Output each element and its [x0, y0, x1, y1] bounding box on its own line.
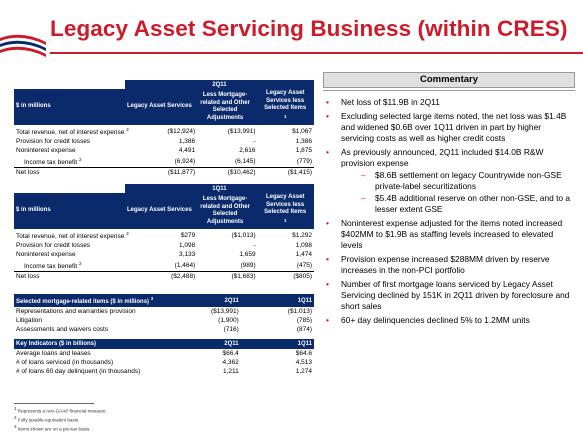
bullet-text: 60+ day delinquencies declined 5% to 1.2MM units [341, 315, 530, 325]
commentary-bullets [323, 97, 575, 326]
table-cell: ($12,924) [167, 127, 196, 135]
commentary-title: Commentary [323, 72, 575, 88]
bullet-icon: • [326, 315, 329, 325]
table-cell: (1,900) [218, 317, 239, 324]
selected-items-table [14, 294, 314, 334]
footnote-text: Fully taxable-equivalent basis. [16, 417, 80, 423]
sub-bullet [341, 193, 575, 215]
commentary-bullet [323, 147, 575, 215]
column-header: Legacy Asset Services less Selected Items $^1$ [256, 89, 314, 125]
page-title: Legacy Asset Servicing Business (within CRES) [50, 16, 568, 41]
table-cell: - [253, 242, 256, 250]
table-band: 1Q11 [125, 184, 314, 193]
column-header: Selected mortgage-related items ($ in millions) $^3$ [14, 294, 168, 307]
table-row [14, 325, 314, 334]
footnote-ref: 2 [78, 261, 82, 267]
table-row [14, 367, 314, 376]
bullet-icon: • [326, 97, 329, 107]
column-header: $ in millions [14, 193, 125, 229]
bullet-icon: • [326, 279, 329, 289]
table-cell: - [253, 138, 256, 146]
row-label: Assessments and waivers costs [16, 326, 109, 333]
table-cell: (6,145) [197, 155, 257, 168]
row-label: Litigation [16, 317, 43, 324]
row-label: # of loans serviced (in thousands) [16, 359, 114, 366]
column-header: 1Q11 [241, 294, 314, 307]
table-cell: ($1,013) [287, 308, 312, 315]
bullet-text: Noninterest expense adjusted for the items noted increased $402MM to $1.9B as staffing levels increased to elevated levels [341, 218, 563, 250]
footnote [14, 415, 107, 424]
column-header: 2Q11 [168, 294, 241, 307]
table-2q11 [14, 80, 314, 177]
table-cell: (785) [296, 317, 312, 324]
table-cell: 1,274 [295, 368, 312, 375]
bullet-text: Excluding selected large items noted, the net loss was $1.4B and widened $0.6B over 1Q11 driven in part by higher servicing costs as well as higher credit costs [341, 111, 567, 143]
footnote-ref: 2 [78, 157, 82, 163]
table-row [14, 125, 314, 137]
table-cell: ($10,462) [227, 169, 256, 177]
row-label: Total revenue, net of interest expense $^2$ [16, 127, 129, 137]
bullet-text: Number of first mortgage loans serviced by Legacy Asset Servicing declined by 151K in 2Q11 driven by foreclosure and short sales [341, 279, 570, 311]
row-label: Total revenue, net of interest expense $^2$ [16, 231, 129, 241]
table-row [14, 307, 314, 316]
column-header: Key Indicators ($ in billions) [14, 339, 167, 349]
footnote-number: 1 [14, 406, 17, 411]
commentary-bullet [323, 254, 575, 276]
table-cell: ($2,488) [171, 273, 196, 281]
sub-bullet-text: $5.4B additional reserve on other non-GSE, and to a lesser extent GSE [375, 193, 571, 214]
table-cell: (6,924) [142, 155, 197, 168]
row-label: Income tax benefit $^2$ [14, 155, 142, 168]
table-row [14, 259, 314, 272]
table-cell: 1,098 [295, 242, 312, 250]
footnotes [14, 406, 107, 433]
table-cell: 4,513 [295, 359, 312, 366]
table-row [14, 137, 314, 146]
column-header: Legacy Asset Services less Selected Items $^1$ [256, 193, 314, 229]
dash-icon: – [361, 170, 366, 180]
table-cell: ($11,877) [167, 169, 196, 177]
commentary-bullet [323, 315, 575, 326]
table-cell: $1,067 [292, 127, 312, 135]
table-cell: 1,098 [179, 242, 196, 250]
row-label: Net loss [16, 273, 40, 281]
table-cell: 3,133 [179, 251, 196, 259]
commentary-panel [323, 72, 575, 329]
column-header: Legacy Asset Services [125, 193, 194, 229]
bullet-icon: • [326, 218, 329, 228]
table-1q11 [14, 184, 314, 281]
footnote [14, 406, 107, 415]
row-label: # of loans 60 day delinquent (in thousands) [16, 368, 141, 375]
table-cell: $1,292 [292, 231, 312, 239]
commentary-bullet [323, 279, 575, 312]
bank-flag-logo [0, 28, 46, 58]
table-cell: (874) [296, 326, 312, 333]
row-label: Provision for credit losses [16, 242, 91, 250]
table-cell: (779) [258, 155, 314, 168]
table-cell: 1,386 [178, 138, 196, 146]
table-cell: ($1,683) [231, 273, 256, 281]
table-cell: 1,875 [295, 147, 312, 155]
column-header: $ in millions [14, 89, 125, 125]
bullet-text: Provision expense increased $288MM driven by reserve increases in the non-PCI portfolio [341, 254, 550, 275]
footnote [14, 424, 107, 433]
key-indicators-table [14, 339, 314, 376]
bullet-text: As previously announced, 2Q11 included $14.0B R&W provision expense [341, 147, 544, 168]
dash-icon: – [361, 193, 366, 203]
table-cell: ($13,991) [227, 127, 256, 135]
table-cell: 4,362 [222, 359, 239, 366]
table-cell: 2,616 [239, 147, 256, 155]
row-label: Income tax benefit $^2$ [14, 259, 142, 272]
footnote-text: Items shown are on a pre-tax basis. . [16, 426, 94, 432]
table-row [14, 349, 314, 358]
column-header: 2Q11 [167, 339, 240, 349]
footnote-number: 2 [14, 415, 17, 421]
table-band: 2Q11 [125, 80, 314, 89]
row-label: Noninterest expense [16, 147, 76, 155]
table-cell: (716) [223, 326, 239, 333]
column-header: Less Mortgage-related and Other Selected Adjustments [194, 193, 257, 229]
bullet-icon: • [326, 254, 329, 264]
row-label: Average loans and leases [16, 350, 91, 357]
commentary-divider [323, 90, 575, 91]
bullet-text: Net loss of $11.9B in 2Q11 [341, 97, 440, 107]
table-row [14, 155, 314, 168]
row-label: Net loss [16, 169, 40, 177]
table-cell: $64.6 [295, 350, 312, 357]
table-row [14, 229, 314, 241]
table-cell: 1,386 [295, 138, 312, 146]
table-cell: ($805) [293, 273, 312, 281]
column-header: Less Mortgage-related and Other Selected Adjustments [194, 89, 257, 125]
table-cell: (1,464) [142, 259, 197, 272]
table-cell: 1,474 [295, 251, 312, 259]
commentary-bullet [323, 97, 575, 108]
table-row [14, 358, 314, 367]
table-cell: ($1,415) [287, 169, 312, 177]
table-row [14, 168, 314, 178]
table-cell: 1,211 [223, 368, 239, 375]
table-cell: (989) [197, 259, 257, 272]
footnote-ref: 2 [126, 127, 129, 132]
table-row [14, 250, 314, 259]
column-header: 1Q11 [241, 339, 314, 349]
commentary-bullet [323, 111, 575, 144]
table-cell: 1,659 [239, 251, 256, 259]
table-row [14, 146, 314, 155]
column-header: Legacy Asset Services [125, 89, 194, 125]
table-row [14, 241, 314, 250]
row-label: Representations and warranties provision [16, 308, 136, 315]
table-cell: $66.4 [222, 350, 239, 357]
table-row [14, 272, 314, 282]
row-label: Provision for credit losses [16, 138, 91, 146]
table-cell: $279 [180, 231, 196, 239]
bullet-icon: • [326, 111, 329, 121]
bullet-icon: • [326, 147, 329, 157]
table-cell: ($13,991) [210, 308, 239, 315]
table-cell: 4,491 [178, 147, 196, 155]
table-cell: (475) [258, 259, 314, 272]
footnote-text: Represents a non-GAAP financial measure. [16, 408, 107, 414]
table-row [14, 316, 314, 325]
table-cell: ($1,013) [231, 231, 256, 239]
sub-bullet-list [341, 170, 575, 215]
footnote-number: 3 [14, 424, 17, 430]
footnote-ref: 2 [126, 231, 129, 236]
title-divider [50, 52, 583, 54]
sub-bullet [341, 170, 575, 192]
row-label: Noninterest expense [16, 251, 76, 259]
sub-bullet-text: $8.6B settlement on legacy Countrywide non-GSE private-label securitizations [375, 170, 562, 191]
commentary-bullet [323, 218, 575, 251]
footnote-divider [14, 403, 94, 404]
